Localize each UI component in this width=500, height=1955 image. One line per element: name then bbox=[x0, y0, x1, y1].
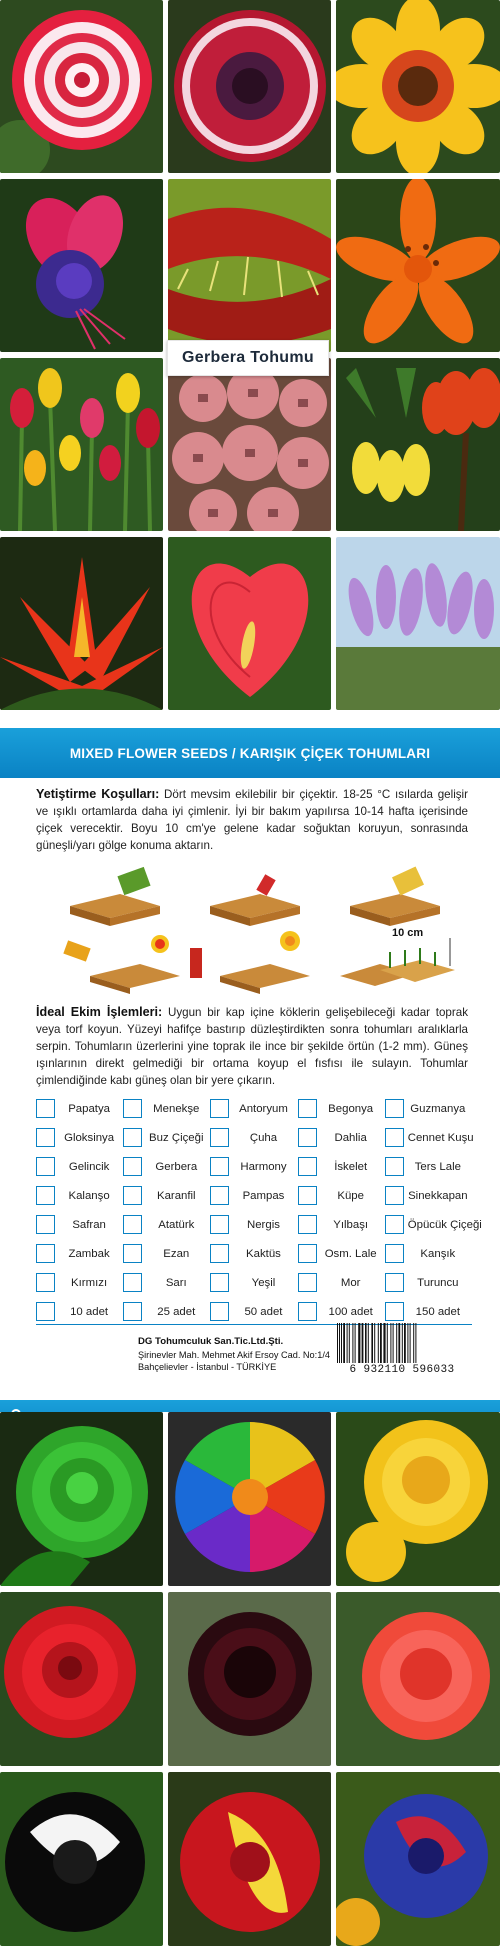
variety-label: Dahlia bbox=[334, 1131, 367, 1144]
barcode-bar bbox=[358, 1323, 360, 1363]
blue-red-rose-photo bbox=[336, 1772, 500, 1946]
checkbox[interactable] bbox=[298, 1128, 317, 1147]
quantity-label: 25 adet bbox=[157, 1305, 196, 1318]
variety-label: Kaktüs bbox=[246, 1247, 281, 1260]
sowing-heading: İdeal Ekim İşlemleri: bbox=[36, 1005, 163, 1019]
checkbox[interactable] bbox=[36, 1099, 55, 1118]
variety-option[interactable] bbox=[123, 1270, 210, 1295]
barcode-bars bbox=[333, 1323, 471, 1363]
variety-option[interactable] bbox=[210, 1125, 297, 1150]
variety-label: Pampas bbox=[242, 1189, 285, 1202]
checkbox[interactable] bbox=[385, 1302, 404, 1321]
checkbox[interactable] bbox=[298, 1157, 317, 1176]
variety-option[interactable] bbox=[385, 1212, 482, 1237]
product-title-banner: MIXED FLOWER SEEDS / KARIŞIK ÇİÇEK TOHUMLARI bbox=[0, 728, 500, 778]
black-rose-photo bbox=[168, 1592, 331, 1766]
checkbox[interactable] bbox=[210, 1215, 229, 1234]
variety-checklist bbox=[36, 1096, 482, 1325]
barcode-bar bbox=[410, 1323, 411, 1363]
checkbox[interactable] bbox=[298, 1302, 317, 1321]
barcode-bar bbox=[393, 1323, 394, 1363]
barcode-bar bbox=[349, 1323, 350, 1363]
quantity-option[interactable] bbox=[385, 1299, 472, 1325]
growing-heading: Yetiştirme Koşulları: bbox=[36, 787, 160, 801]
variety-option[interactable] bbox=[36, 1270, 123, 1295]
tulips-photo bbox=[0, 358, 163, 531]
variety-option[interactable] bbox=[298, 1212, 385, 1237]
variety-label: Atatürk bbox=[158, 1218, 195, 1231]
variety-option[interactable] bbox=[123, 1154, 210, 1179]
checkbox[interactable] bbox=[123, 1186, 142, 1205]
checkbox[interactable] bbox=[210, 1244, 229, 1263]
variety-label: Küpe bbox=[337, 1189, 364, 1202]
checkbox[interactable] bbox=[385, 1186, 404, 1205]
checkbox[interactable] bbox=[298, 1186, 317, 1205]
variety-option[interactable] bbox=[385, 1183, 472, 1208]
growing-conditions bbox=[36, 786, 468, 854]
variety-option[interactable] bbox=[385, 1270, 472, 1295]
barcode-bar bbox=[378, 1323, 379, 1363]
variety-label: Safran bbox=[72, 1218, 106, 1231]
variety-label: Menekşe bbox=[153, 1102, 200, 1115]
quantity-label: 10 adet bbox=[70, 1305, 109, 1318]
variety-label: Ters Lale bbox=[414, 1160, 461, 1173]
quantity-option[interactable] bbox=[36, 1299, 123, 1325]
begonia-photo bbox=[0, 0, 163, 173]
barcode-bar bbox=[387, 1323, 388, 1363]
checkbox[interactable] bbox=[385, 1157, 404, 1176]
variety-option[interactable] bbox=[210, 1270, 297, 1295]
barcode-bar bbox=[374, 1323, 375, 1363]
fuchsia-photo bbox=[0, 179, 163, 352]
checkbox[interactable] bbox=[385, 1099, 404, 1118]
variety-option[interactable] bbox=[123, 1125, 210, 1150]
variety-option[interactable] bbox=[210, 1096, 297, 1121]
variety-option[interactable] bbox=[36, 1212, 123, 1237]
variety-option[interactable] bbox=[298, 1183, 385, 1208]
coral-rose-photo bbox=[336, 1592, 500, 1766]
barcode-bar bbox=[337, 1323, 338, 1363]
checkbox[interactable] bbox=[123, 1157, 142, 1176]
company-address-line-1: Şirinevler Mah. Mehmet Akif Ersoy Cad. No:1/4 bbox=[138, 1349, 330, 1360]
guzmania-photo bbox=[0, 537, 163, 710]
variety-option[interactable] bbox=[298, 1096, 385, 1121]
variety-option[interactable] bbox=[36, 1183, 123, 1208]
checkbox[interactable] bbox=[36, 1157, 55, 1176]
variety-label: Buz Çiçeği bbox=[149, 1131, 204, 1144]
variety-label: Kalanşo bbox=[68, 1189, 110, 1202]
checkbox[interactable] bbox=[36, 1215, 55, 1234]
variety-label: Yeşil bbox=[251, 1276, 276, 1289]
quantity-label: 150 adet bbox=[415, 1305, 461, 1318]
quantity-label: 100 adet bbox=[328, 1305, 373, 1318]
orange-lily-photo bbox=[336, 179, 500, 352]
variety-label: Kırmızı bbox=[71, 1276, 108, 1289]
checkbox[interactable] bbox=[123, 1215, 142, 1234]
checkbox[interactable] bbox=[385, 1215, 404, 1234]
barcode-bar bbox=[362, 1323, 364, 1363]
variety-label: Ezan bbox=[163, 1247, 190, 1260]
variety-option[interactable] bbox=[385, 1241, 472, 1266]
variety-label: Antoryum bbox=[239, 1102, 288, 1115]
variety-label: Cennet Kuşu bbox=[407, 1131, 474, 1144]
lithops-photo bbox=[168, 358, 331, 531]
variety-option[interactable] bbox=[298, 1154, 385, 1179]
variety-option[interactable] bbox=[36, 1096, 123, 1121]
checkbox[interactable] bbox=[36, 1128, 55, 1147]
barcode-bar bbox=[341, 1323, 342, 1363]
barcode-bar bbox=[404, 1323, 406, 1363]
step-height-label: 10 cm bbox=[392, 927, 424, 939]
red-yellow-rose-photo bbox=[168, 1772, 331, 1946]
checkbox[interactable] bbox=[36, 1302, 55, 1321]
variety-label: Gloksinya bbox=[64, 1131, 115, 1144]
barcode-bar bbox=[390, 1323, 391, 1363]
variety-label: Zambak bbox=[68, 1247, 110, 1260]
barcode-bar bbox=[398, 1323, 400, 1363]
variety-label: Begonya bbox=[328, 1102, 374, 1115]
seed-packet-back bbox=[0, 778, 500, 1398]
checkbox[interactable] bbox=[298, 1215, 317, 1234]
company-address-line-2: Bahçelievler - İstanbul - TÜRKİYE bbox=[138, 1362, 277, 1372]
checkbox[interactable] bbox=[123, 1273, 142, 1292]
variety-option[interactable] bbox=[210, 1212, 297, 1237]
variety-label: İskelet bbox=[334, 1160, 368, 1173]
red-rose-photo bbox=[0, 1592, 163, 1766]
barcode-bar bbox=[396, 1323, 397, 1363]
sowing-text: Uygun bir kap içine köklerin gelişebileceği kadar toprak veya torf koyun. Yüzeyi hafifçe bastırıp düzleştirdikten sonra tohumları aralıklarla serpin. Tohumların üzerlerini yine toprak ile ince bir şekilde örtün (1-2 mm). Güneş ışınlarının direkt gelmediği bir ortama koyup el fısfısı ile sulayın. Tohumlar çimlendiğinde kabı güneş olan bir yere çıkarın. bbox=[36, 1006, 468, 1087]
variety-label: Harmony bbox=[240, 1160, 287, 1173]
barcode-bar bbox=[347, 1323, 348, 1363]
variety-label: Papatya bbox=[68, 1102, 110, 1115]
variety-option[interactable] bbox=[123, 1183, 210, 1208]
checkbox[interactable] bbox=[385, 1244, 404, 1263]
barcode-bar bbox=[380, 1323, 382, 1363]
barcode bbox=[333, 1323, 471, 1377]
variety-label: Turuncu bbox=[417, 1276, 459, 1289]
variety-option[interactable] bbox=[385, 1154, 472, 1179]
variety-option[interactable] bbox=[210, 1154, 297, 1179]
variety-option[interactable] bbox=[36, 1241, 123, 1266]
variety-option[interactable] bbox=[36, 1125, 123, 1150]
checkbox[interactable] bbox=[123, 1099, 142, 1118]
barcode-bar bbox=[355, 1323, 356, 1363]
checkbox[interactable] bbox=[298, 1273, 317, 1292]
barcode-bar bbox=[371, 1323, 373, 1363]
barcode-bar bbox=[415, 1323, 416, 1363]
checkbox[interactable] bbox=[210, 1128, 229, 1147]
quantity-option[interactable] bbox=[123, 1299, 210, 1325]
yellow-rose-photo bbox=[336, 1412, 500, 1586]
variety-label: Nergis bbox=[247, 1218, 280, 1231]
green-rose-photo bbox=[0, 1412, 163, 1586]
variety-option[interactable] bbox=[385, 1096, 472, 1121]
barcode-bar bbox=[339, 1323, 340, 1363]
variety-option[interactable] bbox=[123, 1241, 210, 1266]
quantity-option[interactable] bbox=[210, 1299, 297, 1325]
checkbox[interactable] bbox=[210, 1186, 229, 1205]
rainbow-rose-photo bbox=[168, 1412, 331, 1586]
checkbox[interactable] bbox=[36, 1244, 55, 1263]
variety-label: Kanşık bbox=[420, 1247, 456, 1260]
barcode-bar bbox=[352, 1323, 353, 1363]
checkbox[interactable] bbox=[298, 1244, 317, 1263]
checkbox[interactable] bbox=[210, 1302, 229, 1321]
variety-label: Guzmanya bbox=[410, 1102, 466, 1115]
barcode-bar bbox=[368, 1323, 369, 1363]
variety-label: Sarı bbox=[165, 1276, 187, 1289]
variety-label: Sinekkapan bbox=[408, 1189, 468, 1202]
variety-option[interactable] bbox=[36, 1154, 123, 1179]
checkbox[interactable] bbox=[298, 1099, 317, 1118]
variety-option[interactable] bbox=[298, 1125, 385, 1150]
checkbox[interactable] bbox=[385, 1128, 404, 1147]
quantity-label: 50 adet bbox=[244, 1305, 283, 1318]
quantity-option[interactable] bbox=[298, 1299, 385, 1325]
variety-label: Gelincik bbox=[68, 1160, 110, 1173]
checkbox[interactable] bbox=[36, 1273, 55, 1292]
variety-option[interactable] bbox=[298, 1270, 385, 1295]
checkbox[interactable] bbox=[210, 1099, 229, 1118]
dahlia-photo bbox=[336, 0, 500, 173]
checkbox[interactable] bbox=[385, 1273, 404, 1292]
barcode-bar bbox=[407, 1323, 408, 1363]
barcode-bar bbox=[402, 1323, 403, 1363]
variety-label: Osm. Lale bbox=[324, 1247, 377, 1260]
variety-label: Gerbera bbox=[155, 1160, 198, 1173]
pampas-grass-photo bbox=[336, 537, 500, 710]
barcode-bar bbox=[413, 1323, 414, 1363]
barcode-number: 6 932110 596033 bbox=[349, 1364, 455, 1376]
variety-option[interactable] bbox=[123, 1096, 210, 1121]
variety-label: Karanfil bbox=[156, 1189, 196, 1202]
variety-option[interactable] bbox=[385, 1125, 472, 1150]
variety-option[interactable] bbox=[210, 1183, 297, 1208]
sowing-instructions bbox=[36, 1004, 468, 1089]
checkbox[interactable] bbox=[36, 1186, 55, 1205]
checkbox[interactable] bbox=[123, 1244, 142, 1263]
variety-option[interactable] bbox=[123, 1212, 210, 1237]
barcode-bar bbox=[383, 1323, 385, 1363]
barcode-bar bbox=[365, 1323, 367, 1363]
product-label: Gerbera Tohumu bbox=[167, 340, 329, 376]
step-tray-icon bbox=[70, 867, 160, 926]
anthurium-photo bbox=[168, 537, 331, 710]
barcode-bar bbox=[343, 1323, 345, 1363]
black-white-rose-photo bbox=[0, 1772, 163, 1946]
gloxinia-photo bbox=[168, 0, 331, 173]
variety-label: Mor bbox=[340, 1276, 361, 1289]
variety-label: Öpücük Çiçeği bbox=[407, 1218, 482, 1231]
venus-flytrap-photo bbox=[168, 179, 331, 352]
checkbox[interactable] bbox=[210, 1157, 229, 1176]
variety-option[interactable] bbox=[210, 1241, 297, 1266]
crown-imperial-photo bbox=[336, 358, 500, 531]
growing-text: Dört mevsim ekilebilir bir çiçektir. 18-25 °C ısılarda gelişir ve ışıklı ortamlarda daha iyi çimlenir. İyi bir bakım yapılırsa 10-14 hafta içerisinde çiçek verecektir. Boyu 10 cm'ye gelene kadar soğuktan koruyun, sonrasında güneşli/yarı gölge konuma aktarın. bbox=[36, 788, 468, 852]
company-info bbox=[138, 1336, 330, 1374]
planting-steps-illustration bbox=[60, 866, 460, 996]
variety-option[interactable] bbox=[298, 1241, 385, 1266]
company-name: DG Tohumculuk San.Tic.Ltd.Şti. bbox=[138, 1336, 284, 1347]
bottom-photo-grid bbox=[0, 1412, 500, 1946]
variety-label: Çuha bbox=[249, 1131, 278, 1144]
checkbox[interactable] bbox=[210, 1273, 229, 1292]
checkbox[interactable] bbox=[123, 1302, 142, 1321]
checkbox[interactable] bbox=[123, 1128, 142, 1147]
variety-label: Yılbaşı bbox=[333, 1218, 369, 1231]
